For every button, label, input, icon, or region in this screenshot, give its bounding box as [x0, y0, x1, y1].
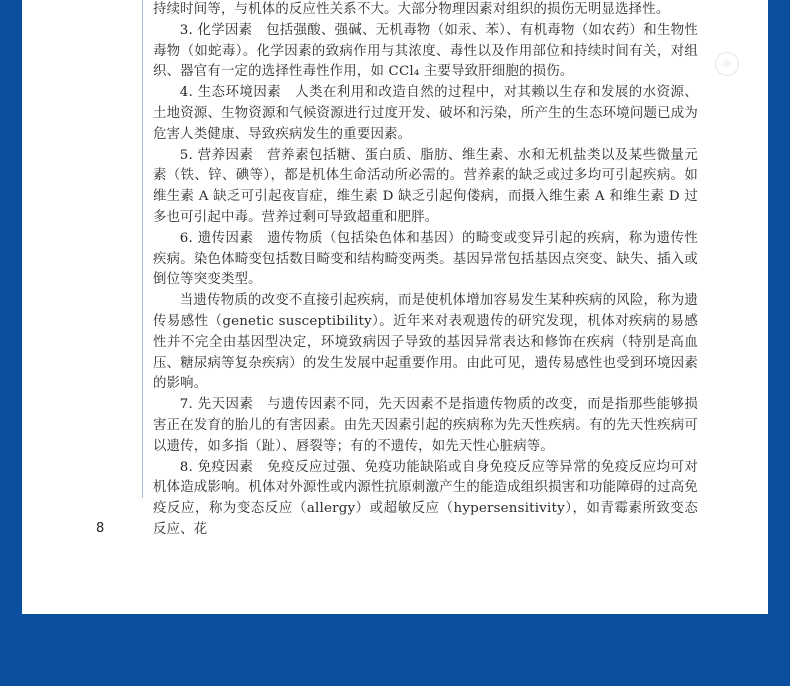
paragraph-susceptibility: 当遗传物质的改变不直接引起疾病，而是使机体增加容易发生某种疾病的风险，称为遗传易感性（genetic susceptibility）。近年来对表观遗传的研究发现，机体对疾病的易感性并不完全由基因型决定，环境致病因子导致的基因异常表达和修饰在疾病（特别是高血压、糖尿病等复杂疾病）的发生发展中起重要作用。由此可见，遗传易感性也受到环境因素的影响。 — [153, 293, 698, 392]
page-number: 8 — [96, 521, 105, 536]
paragraph-ecological: 4. 生态环境因素 人类在利用和改造自然的过程中，对其赖以生存和发展的水资源、土地资源、生物资源和气候资源进行过度开发、破坏和污染，所产生的生态环境问题已成为危害人类健康、导致疾病发生的重要因素。 — [153, 85, 698, 142]
paragraph-congenital: 7. 先天因素 与遗传因素不同，先天因素不是指遗传物质的改变，而是指那些能够损害正在发育的胎儿的有害因素。由先天因素引起的疾病称为先天性疾病。有的先天性疾病可以遗传，如多指（趾）、唇裂等；有的不遗传，如先天性心脏病等。 — [153, 397, 699, 454]
margin-rule — [142, 0, 143, 498]
watermark-seal-icon: ◎ — [715, 52, 739, 76]
paragraph-immune: 8. 免疫因素 免疫反应过强、免疫功能缺陷或自身免疫反应等异常的免疫反应均可对机体造成影响。机体对外源性或内源性抗原刺激产生的能造成组织损害和功能障碍的过高免疫反应，称为变态反应（allergy）或超敏反应（hypersensitivity），如青霉素所致变态反应、花 — [153, 459, 699, 537]
paragraph-nutrition: 5. 营养因素 营养素包括糖、蛋白质、脂肪、维生素、水和无机盐类以及某些微量元素（铁、锌、碘等），都是机体生命活动所必需的。营养素的缺乏或过多均可引起疾病。如维生素 A 缺乏可引起夜盲症，维生素 D 缺乏引起佝偻病，而摄入维生素 A 和维生素 D 过多也可引起中毒。营养过剩可导致超重和肥胖。 — [153, 147, 699, 225]
book-page — [22, 0, 768, 614]
body-text — [153, 0, 698, 541]
paragraph-genetic: 6. 遗传因素 遗传物质（包括染色体和基因）的畸变或变异引起的疾病，称为遗传性疾病。染色体畸变包括数目畸变和结构畸变两类。基因异常包括基因点突变、缺失、插入或倒位等突变类型。 — [153, 230, 699, 288]
paragraph-chemical: 3. 化学因素 包括强酸、强碱、无机毒物（如汞、苯）、有机毒物（如农药）和生物性毒物（如蛇毒）。化学因素的致病作用与其浓度、毒性以及作用部位和持续时间有关，对组织、器官有一定的选择性毒性作用，如 CCl₄ 主要导致肝细胞的损伤。 — [153, 22, 698, 80]
paragraph-1: 持续时间等，与机体的反应性关系不大。大部分物理因素对组织的损伤无明显选择性。 — [153, 2, 670, 17]
